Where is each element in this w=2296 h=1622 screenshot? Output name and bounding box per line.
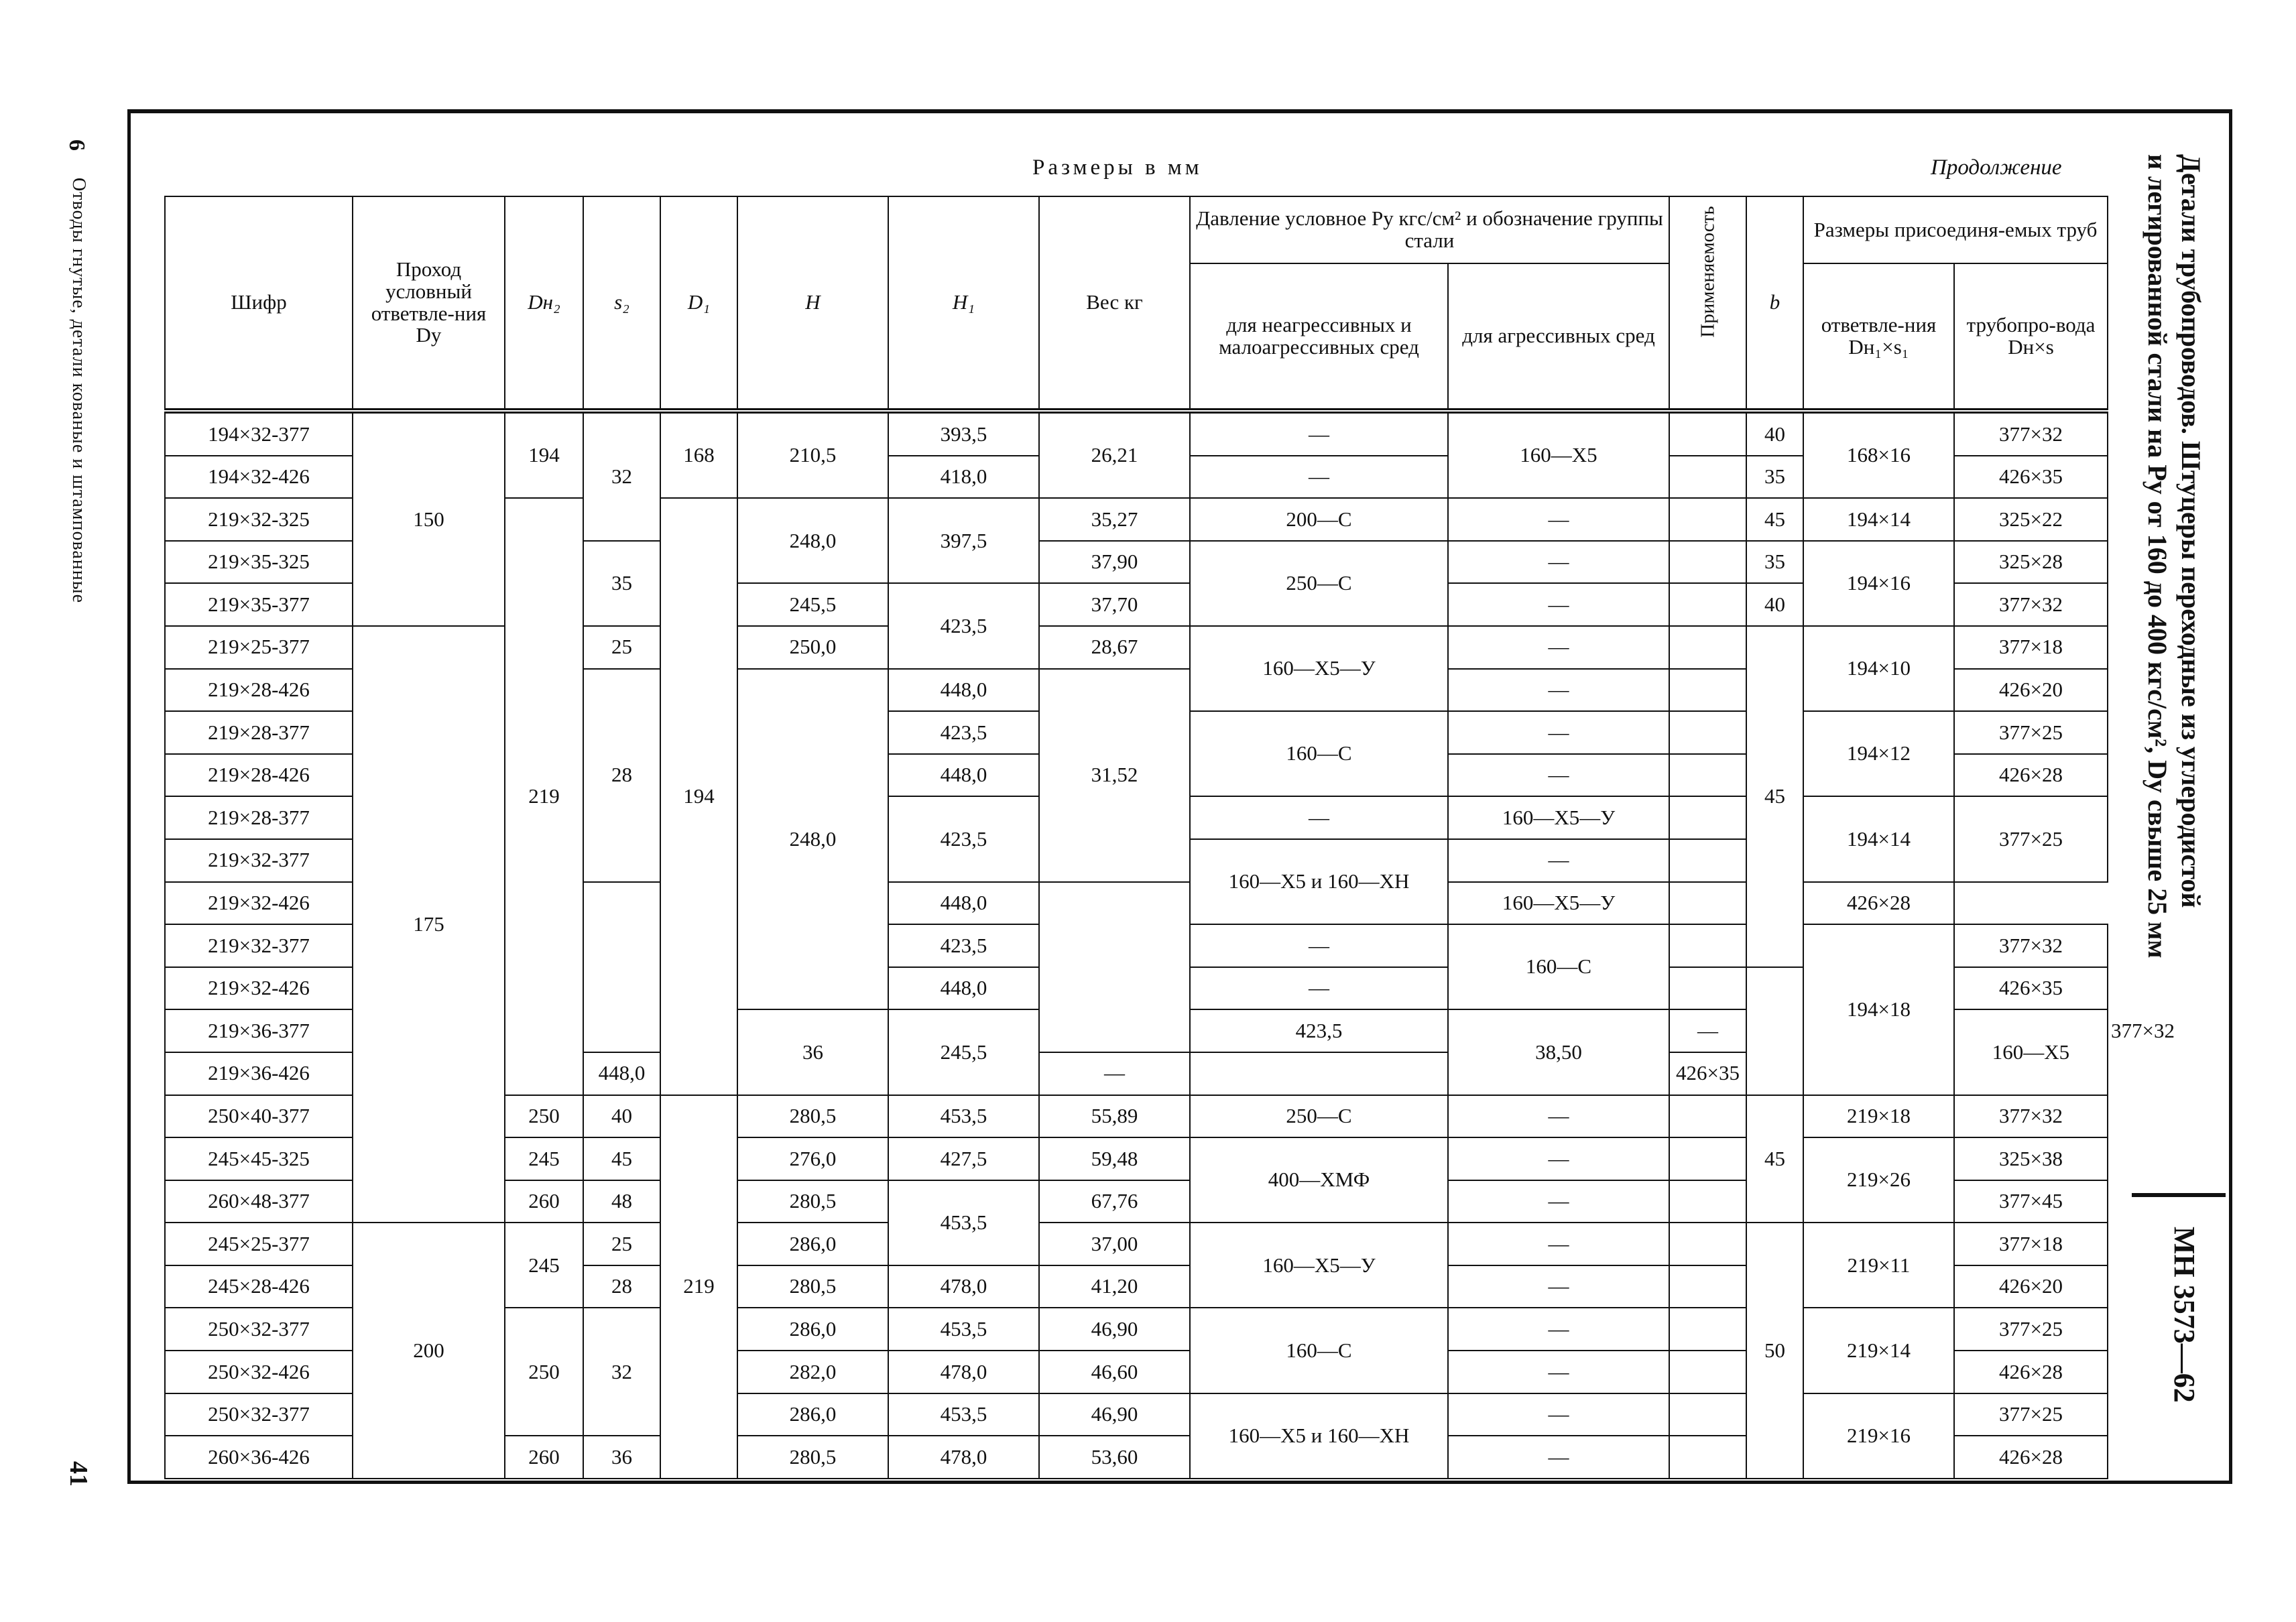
- left-margin: [64, 127, 111, 1487]
- table-row: 219×32-426 448,0 160—Х5—У 426×28: [165, 882, 2108, 925]
- table-row: 250×32-377 250 32 286,0 453,5 46,90 160—С — 219×14 377×25: [165, 1308, 2108, 1351]
- col-aggressive: для агрессивных сред: [1448, 263, 1669, 411]
- dimensions-note: Размеры в мм: [1032, 155, 1203, 180]
- page-number-bottom: 41: [64, 1461, 93, 1487]
- table-row: 219×28-426 28 248,0 448,0 31,52 — 426×20: [165, 669, 2108, 712]
- table-row: 245×25-377 200 245 25 286,0 37,00 160—Х5—У — 50 219×11 377×18: [165, 1223, 2108, 1265]
- page-number-top: 6: [64, 139, 89, 151]
- col-weight: Вес кг: [1039, 196, 1190, 411]
- col-h: H: [737, 196, 888, 411]
- table-row: 219×35-377 245,5 423,5 37,70 — 40 377×32: [165, 583, 2108, 626]
- table-row: 219×28-377 423,5 160—С — 194×12 377×25: [165, 711, 2108, 754]
- running-title: Отводы гнутые, детали кованые и штампованные: [68, 178, 89, 603]
- table-row: 219×25-377 175 25 250,0 28,67 160—Х5—У — 45 194×10 377×18: [165, 626, 2108, 669]
- col-applicability: Применяемость: [1669, 196, 1746, 411]
- table-row: 194×32-426 418,0 — 35 426×35: [165, 456, 2108, 499]
- col-s2: s₂: [583, 196, 660, 411]
- table-row: 260×48-377 260 48 280,5 453,5 67,76 — 377×45: [165, 1180, 2108, 1223]
- table-row: 219×36-377 36 245,5 423,5 38,50 — 160—Х5 377×32: [165, 1009, 2108, 1052]
- table-row: 260×36-426 260 36 280,5 478,0 53,60 — 426×28: [165, 1436, 2108, 1479]
- right-margin: [2132, 127, 2226, 1468]
- col-h1: H₁: [888, 196, 1039, 411]
- standard-number: МН 3573—62: [2168, 1227, 2201, 1403]
- table-row: 219×32-377 423,5 — 160—С 194×18 377×32: [165, 924, 2108, 967]
- table-row: 250×40-377 250 40 219 280,5 453,5 55,89 250—С — 45 219×18 377×32: [165, 1095, 2108, 1138]
- doc-title-line1: Детали трубопроводов. Штуцеры переходные из углеродистой: [2176, 154, 2206, 908]
- col-branch-pipe: ответвле-ния Dн₁×s₁: [1803, 263, 1954, 411]
- col-b: b: [1746, 196, 1803, 411]
- col-code: Шифр: [165, 196, 353, 411]
- table-row: 245×45-325 245 45 276,0 427,5 59,48 400—ХМФ — 219×26 325×38: [165, 1137, 2108, 1180]
- table-row: 250×32-377 286,0 453,5 46,90 160—Х5 и 160—ХН — 219×16 377×25: [165, 1393, 2108, 1436]
- table-row: 219×35-325 35 37,90 250—С — 35 194×16 325×28: [165, 541, 2108, 584]
- col-main-pipe: трубопро-вода Dн×s: [1954, 263, 2108, 411]
- continuation-note: Продолжение: [1931, 155, 2062, 180]
- table-row: 194×32-377 150 194 32 168 210,5 393,5 26,21 — 160—Х5 40 168×16 377×32: [165, 411, 2108, 456]
- col-nonaggressive: для неагрессивных и малоагрессивных сред: [1190, 263, 1448, 411]
- table-row: 219×36-426 448,0 — 426×35: [165, 1052, 2108, 1095]
- table-row: 219×32-426 448,0 — 426×35: [165, 967, 2108, 1010]
- col-dy: Проход условный ответвле-ния Dу: [353, 196, 505, 411]
- col-pressure: Давление условное Pу кгс/см² и обозначение группы стали: [1190, 196, 1669, 263]
- table-row: 219×28-426 448,0 — 426×28: [165, 754, 2108, 797]
- col-pipes: Размеры присоединя-емых труб: [1803, 196, 2108, 263]
- table-row: 219×32-325 219 194 248,0 397,5 35,27 200—С — 45 194×14 325×22: [165, 498, 2108, 541]
- col-d1: D₁: [660, 196, 737, 411]
- std-divider: [2132, 1193, 2226, 1197]
- col-dn2: Dн₂: [505, 196, 583, 411]
- table-row: 245×28-426 28 280,5 478,0 41,20 — 426×20: [165, 1265, 2108, 1308]
- doc-title-line2: и легированной стали на Pу от 160 до 400 кгс/см², Dу свыше 25 мм: [2142, 154, 2173, 958]
- table-row: 250×32-426 282,0 478,0 46,60 — 426×28: [165, 1351, 2108, 1393]
- table-row: 219×32-377 160—Х5 и 160—ХН —: [165, 839, 2108, 882]
- table-row: 219×28-377 423,5 — 160—Х5—У 194×14 377×25: [165, 796, 2108, 839]
